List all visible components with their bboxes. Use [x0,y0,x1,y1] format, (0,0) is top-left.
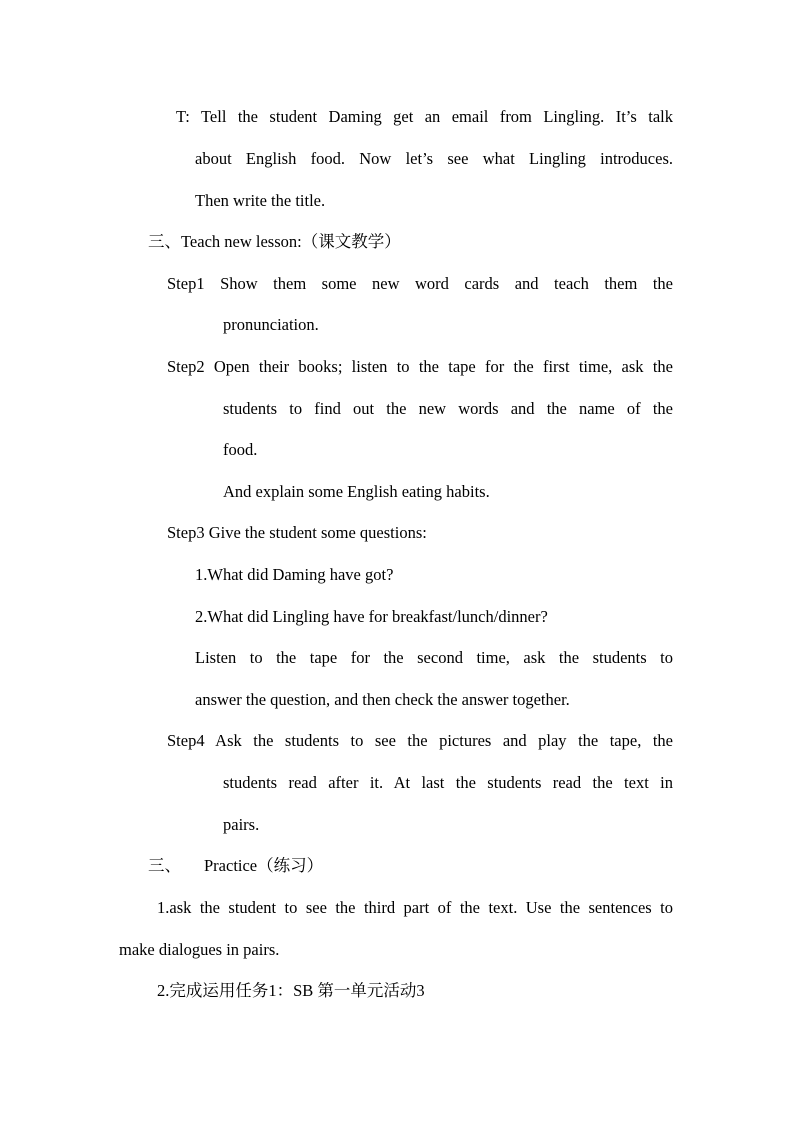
intro-line-3: Then write the title. [195,191,326,210]
step4-line-3: pairs. [223,815,260,834]
step2-line-4: And explain some English eating habits. [223,482,490,501]
step4-line-1: Step4 Ask the students to see the pictures and play the tape, the [167,731,673,750]
intro-line-1: T: Tell the student Daming get an email from Lingling. It’s talk [176,107,673,126]
section-heading-new-lesson: 三、Teach new lesson:（课文教学） [148,232,401,251]
step2-line-1: Step2 Open their books; listen to the tape for the first time, ask the [167,357,673,376]
step3-line-4: Listen to the tape for the second time, ask the students to [195,648,673,667]
practice-item-2: 2.完成运用任务1：SB 第一单元活动3 [157,981,425,1000]
step3-line-1: Step3 Give the student some questions: [167,523,427,542]
step3-question-1: 1.What did Daming have got? [195,565,394,584]
practice-item-1-line-2: make dialogues in pairs. [119,940,280,959]
intro-line-2: about English food. Now let’s see what Lingling introduces. [195,149,673,168]
step1-line-2: pronunciation. [223,315,319,334]
step1-line-1: Step1 Show them some new word cards and teach them the [167,274,673,293]
step3-line-5: answer the question, and then check the answer together. [195,690,570,709]
section-heading-practice-number: 三、 [148,856,181,875]
step2-line-2: students to find out the new words and the name of the [223,399,673,418]
section-heading-practice: Practice（练习） [204,856,324,875]
practice-item-1-line-1: 1.ask the student to see the third part of the text. Use the sentences to [157,898,673,917]
step2-line-3: food. [223,440,258,459]
step4-line-2: students read after it. At last the students read the text in [223,773,673,792]
step3-question-2: 2.What did Lingling have for breakfast/lunch/dinner? [195,607,548,626]
